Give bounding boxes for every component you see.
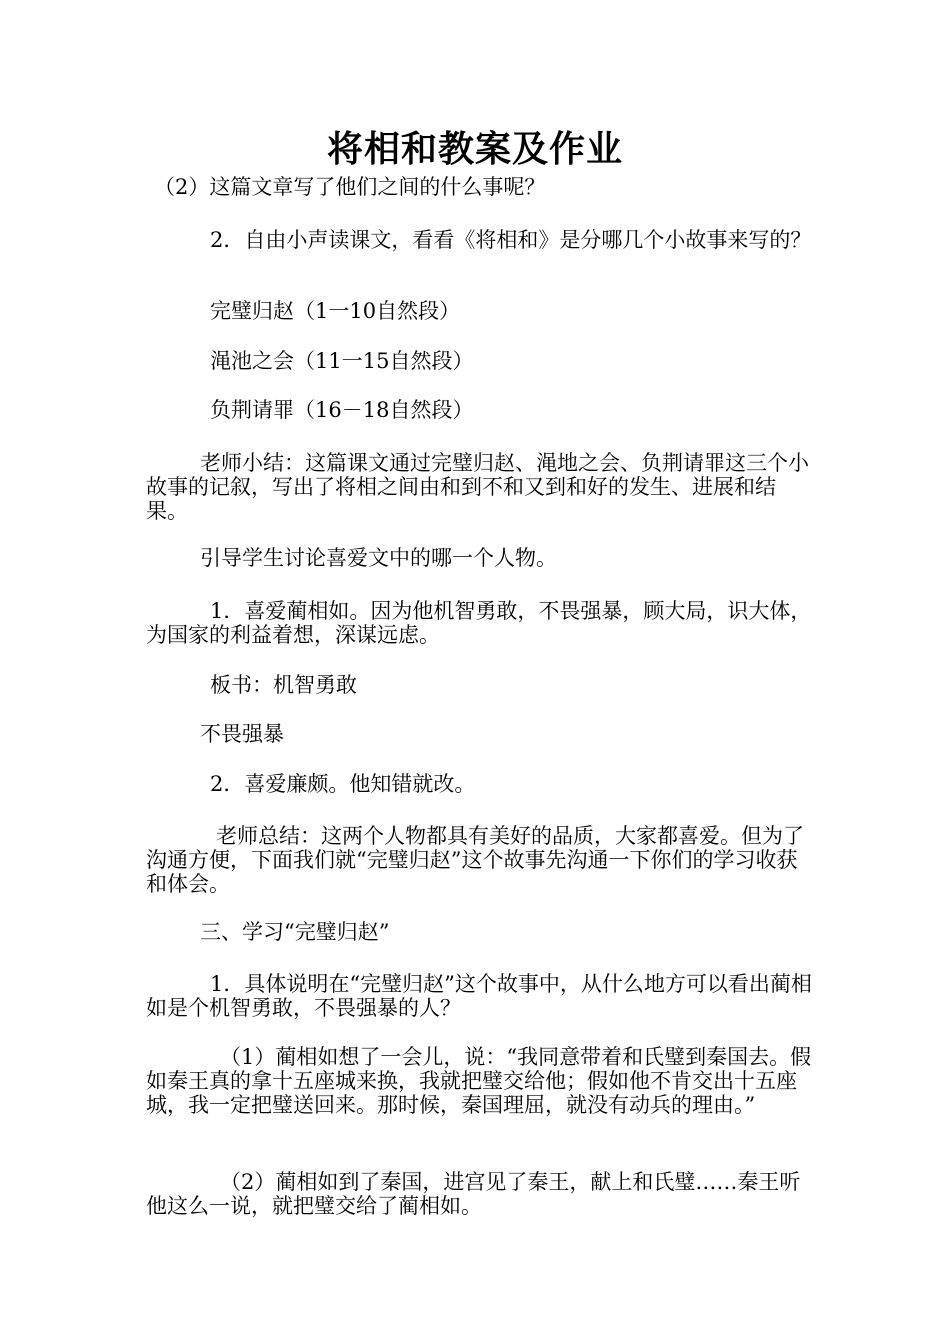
paragraph-quote-1: （1）蔺相如想了一会儿，说：“我同意带着和氏璧到秦国去。假如秦王真的拿十五座城来换，我就把璧交给他；假如他不肯交出十五座城，我一定把璧送回来。那时候，秦国理屈，就没有动兵的理由。” (146, 1045, 812, 1117)
paragraph-teacher-summary: 老师小结：这篇课文通过完璧归赵、渑地之会、负荆请罪这三个小故事的记叙，写出了将相之间由和到不和又到和好的发生、进展和结果。 (146, 451, 809, 523)
paragraph-story-3: 负荆请罪（16－18自然段） (210, 398, 474, 422)
paragraph-board-2: 不畏强暴 (200, 722, 284, 746)
paragraph-like-lian: 2．喜爱廉颇。他知错就改。 (210, 772, 476, 796)
paragraph-quote-2: （2）蔺相如到了秦国，进宫见了秦王，献上和氏璧……秦王听他这么一说，就把璧交给了蔺相如。 (146, 1170, 801, 1218)
paragraph-story-1: 完璧归赵（1一10自然段） (210, 299, 461, 323)
paragraph-read-aloud: 2．自由小声读课文，看看《将相和》是分哪几个小故事来写的？ (210, 228, 812, 252)
paragraph-board-1: 板书：机智勇敢 (210, 673, 357, 697)
paragraph-like-lin: 1．喜爱蔺相如。因为他机智勇敢，不畏强暴，顾大局，识大体，为国家的利益着想，深谋远虑。 (146, 599, 812, 647)
paragraph-story-2: 渑池之会（11一15自然段） (210, 349, 474, 373)
paragraph-question-2: （2）这篇文章写了他们之间的什么事呢？ (154, 175, 546, 199)
paragraph-discussion: 引导学生讨论喜爱文中的哪一个人物。 (200, 546, 557, 570)
paragraph-explain: 1．具体说明在“完璧归赵”这个故事中，从什么地方可以看出蔺相如是个机智勇敢，不畏强暴的人？ (146, 972, 812, 1020)
page-title: 将相和教案及作业 (326, 129, 623, 170)
section-heading-3: 三、学习“完璧归赵” (200, 920, 390, 944)
paragraph-teacher-conclusion: 老师总结：这两个人物都具有美好的品质，大家都喜爱。但为了沟通方便，下面我们就“完璧归赵”这个故事先沟通一下你们的学习收获和体会。 (146, 824, 804, 896)
